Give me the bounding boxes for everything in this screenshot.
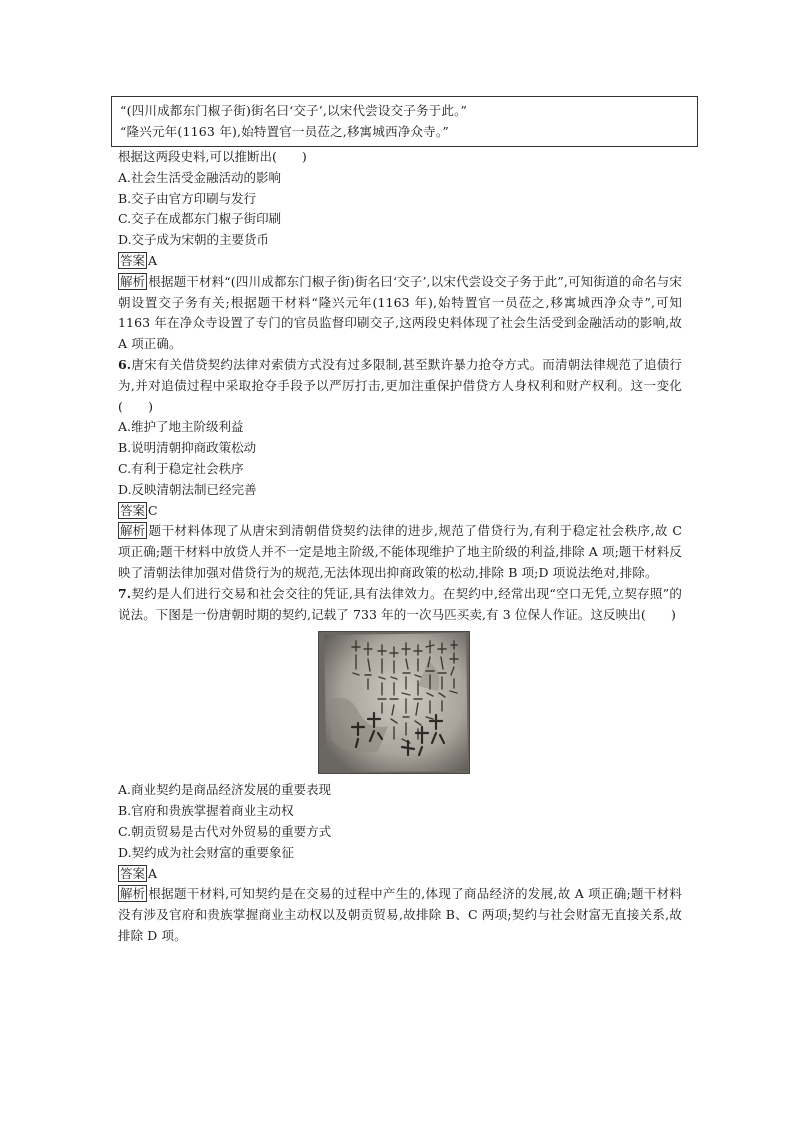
- answer-tag: 答案: [120, 502, 146, 518]
- q6-option-b: B.说明清朝抑商政策松动: [118, 440, 257, 456]
- q6-option-a: A.维护了地主阶级利益: [118, 419, 244, 435]
- q7-option-a: A.商业契约是商品经济发展的重要表现: [118, 782, 332, 798]
- question-text: 契约是人们进行交易和社会交往的凭证,具有法律效力。在契约中,经常出现“空口无凭,立契存照”的说法。下图是一份唐朝时期的契约,记载了 733 年的一次马匹买卖,有 3 位保人作证。这反映出( ): [118, 585, 682, 622]
- tang-contract-image: [318, 631, 470, 774]
- q5-option-d: D.交子成为宋朝的主要货币: [118, 232, 270, 248]
- document-page: [118, 96, 682, 947]
- question-number: 6.: [118, 356, 132, 372]
- q7-analysis: [118, 884, 682, 946]
- q6-answer: [118, 501, 682, 522]
- analysis-tag: 解析: [120, 886, 146, 902]
- analysis-text: 根据题干材料“(四川成都东门椒子街)街名曰‘交子’,以宋代尝设交子务于此”,可知街道的命名与宋朝设置交子务有关;根据题干材料“隆兴元年(1163 年),始特置官一员莅之,移寓城西净众寺”,可知 1163 年在净众寺设置了专门的官员监督印刷交子,这两段史料体现了社会生活受到金融活动的影响,故 A 项正确。: [118, 273, 682, 352]
- q7-option-b: B.官府和贵族掌握着商业主动权: [118, 803, 294, 819]
- q5-analysis: [118, 272, 682, 355]
- analysis-text: 题干材料体现了从唐宋到清朝借贷契约法律的进步,规范了借贷行为,有利于稳定社会秩序,故 C 项正确;题干材料中放贷人并不一定是地主阶级,不能体现维护了地主阶级的利益,排除 A 项;题干材料反映了清朝法律加强对借贷行为的规范,无法体现出抑商政策的松动,排除 B 项;D 项说法绝对,排除。: [118, 523, 682, 580]
- answer-tag: 答案: [120, 252, 146, 268]
- analysis-tag: 解析: [120, 273, 146, 289]
- q7-answer: [118, 864, 682, 885]
- analysis-tag: 解析: [120, 523, 146, 539]
- source-quote-box: [111, 96, 698, 147]
- q5-option-b: B.交子由官方印刷与发行: [118, 190, 257, 206]
- q7-option-c: C.朝贡贸易是古代对外贸易的重要方式: [118, 823, 332, 839]
- q5-option-a: A.社会生活受金融活动的影响: [118, 169, 282, 185]
- q7-stem: [118, 584, 682, 626]
- answer-tag: 答案: [120, 865, 146, 881]
- answer-value: A: [148, 252, 158, 268]
- q5-stem: 根据这两段史料,可以推断出( ): [118, 149, 307, 164]
- q7-option-d: D.契约成为社会财富的重要象征: [118, 844, 295, 860]
- analysis-text: 根据题干材料,可知契约是在交易的过程中产生的,体现了商品经济的发展,故 A 项正确;题干材料没有涉及官府和贵族掌握商业主动权以及朝贡贸易,故排除 B、C 两项;契约与社会财富无直接关系,故排除 D 项。: [118, 886, 682, 943]
- q5-answer: [118, 251, 682, 272]
- quote-line-1: “(四川成都东门椒子街)街名曰‘交子’,以宋代尝设交子务于此。”: [120, 103, 468, 118]
- q5-option-c: C.交子在成都东门椒子街印刷: [118, 211, 282, 227]
- q6-option-c: C.有利于稳定社会秩序: [118, 460, 244, 476]
- q6-analysis: [118, 521, 682, 583]
- question-number: 7.: [118, 585, 132, 601]
- answer-value: A: [148, 865, 158, 881]
- contract-manuscript-illustration: [318, 631, 470, 774]
- q6-stem: [118, 355, 682, 417]
- q6-option-d: D.反映清朝法制已经完善: [118, 481, 257, 497]
- quote-line-2: “隆兴元年(1163 年),始特置官一员莅之,移寓城西净众寺。”: [120, 124, 449, 139]
- answer-value: C: [148, 502, 158, 518]
- question-text: 唐宋有关借贷契约法律对索债方式没有过多限制,甚至默许暴力抢夺方式。而清朝法律规范了追债行为,并对追债过程中采取抢夺手段予以严厉打击,更加注重保护借贷方人身权利和财产权利。这一变化( ): [118, 356, 682, 414]
